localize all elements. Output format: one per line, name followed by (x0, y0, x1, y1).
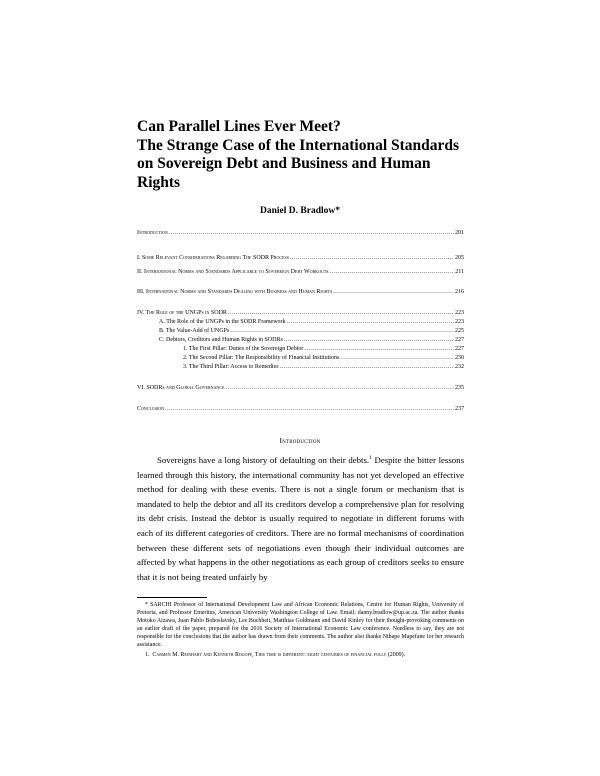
toc-entry-section-6[interactable] (137, 384, 464, 392)
toc-entry-4c2[interactable] (183, 354, 464, 362)
toc-page: 216 (455, 289, 464, 295)
toc-page: 201 (455, 230, 464, 236)
title-line: Can Parallel Lines Ever Meet? (137, 118, 341, 135)
toc-entry-section-4[interactable] (137, 309, 464, 317)
toc-entry-4c1[interactable] (183, 345, 464, 353)
toc-page: 225 (455, 328, 464, 334)
body-paragraph: Sovereigns have a long history of defaulting on their debts.$^1$ Despite the bitter lessons learned through this history, the international community has not yet developed an effective method for dealing with these events. There is not a single forum or mechanism that is mandated to help the debtor and all its creditors develop a comprehensive plan for resolving its debt crisis. Instead the debtor is usually required to negotiate in different forums with each of its different categories of creditors. There are no formal mechanisms of coordination between these different sets of negotiations even though their individual outcomes are affected by what happens in the other negotiations as each group of creditors seeks to ensure that it is not being treated unfairly by (137, 455, 464, 582)
toc-page: 223 (455, 310, 464, 316)
toc-entry-section-3[interactable] (137, 288, 464, 296)
toc-page: 230 (455, 355, 464, 361)
toc-label: 3. The Third Pillar: Access to Remedies (183, 364, 279, 370)
toc-entry-4a[interactable] (159, 318, 464, 326)
toc-page: 237 (455, 406, 464, 412)
toc-entry-conclusion[interactable] (137, 405, 464, 413)
paper-title (137, 118, 477, 192)
toc-page: 205 (455, 255, 464, 261)
footnote-marker[interactable]: 1 (369, 455, 372, 462)
title-line: The Strange Case of the International Standards (137, 136, 460, 154)
toc-entry-4c3[interactable] (183, 363, 464, 371)
toc-label: I. Some Relevant Considerations Regarding The SODR Process (137, 255, 289, 261)
toc-label: Introduction (137, 230, 168, 236)
footnote-1: 1. Carmen M. Reinhart and Kenneth Rogoff, This time is different: eight centuries of financial folly (2009). (145, 652, 406, 658)
toc-entry-section-2[interactable] (137, 268, 464, 276)
toc-entry-section-1[interactable] (137, 254, 464, 262)
section-heading: Introduction (279, 436, 321, 445)
toc-label: IV. The Role of the UNGPs in SODR (137, 310, 227, 316)
toc-label: VI. SODRs and Global Governance (137, 385, 225, 391)
toc-label: Conclusion (137, 406, 165, 412)
toc-label: A. The Role of the UNGPs in the SODR Framework (159, 319, 286, 325)
toc-page: 223 (455, 319, 464, 325)
toc-label: 2. The Second Pillar: The Responsibility of Financial Institutions (183, 355, 340, 361)
title-line: Rights (137, 173, 181, 191)
toc-entry-introduction[interactable] (137, 229, 464, 237)
author-name: Daniel D. Bradlow* (260, 206, 340, 216)
toc-label: B. The Value-Add of UNGPs (159, 328, 230, 334)
footnote-author: * SARCHI Professor of International Development Law and African Economic Relations, Centre for Human Rights, University of Pretoria, and Professor Emeritus, American University Washington College of Law. Email: danny.bradlow@up.ac.za. The author thanks Motoko Aizawa, Juan Pablo Bohoslavsky, Lee Buchheit, Matthias Goldmann and David Kinley for their thought-provoking comments on an earlier draft of the paper, prepared for the 2016 Society of International Economic Law conference. Needless to say, they are not responsible for the conclusions that the author has drawn from their comments. The author also thanks Nthape Mapefane for her research assistance. (137, 602, 464, 648)
toc-page: 235 (455, 385, 464, 391)
toc-label: 1. The First Pillar: Duties of the Sovereign Debtor (183, 346, 304, 352)
toc-label: C. Debtors, Creditors and Human Rights in SODRs (159, 337, 283, 343)
toc-page: 232 (455, 364, 464, 370)
toc-label: III. International Norms and Standards Dealing with Business and Human Rights (137, 289, 333, 295)
footnote-divider (137, 597, 207, 598)
body-text (137, 453, 464, 584)
toc-label: II. International Norms and Standards Applicable to Sovereign Debt Workouts (137, 269, 329, 275)
toc-entry-4b[interactable] (159, 327, 464, 335)
footnotes (137, 601, 464, 659)
toc-entry-4c[interactable] (159, 336, 464, 344)
toc-page: 227 (455, 337, 464, 343)
toc-page: 211 (455, 269, 464, 275)
title-line: on Sovereign Debt and Business and Human (137, 155, 431, 172)
toc-page: 227 (455, 346, 464, 352)
